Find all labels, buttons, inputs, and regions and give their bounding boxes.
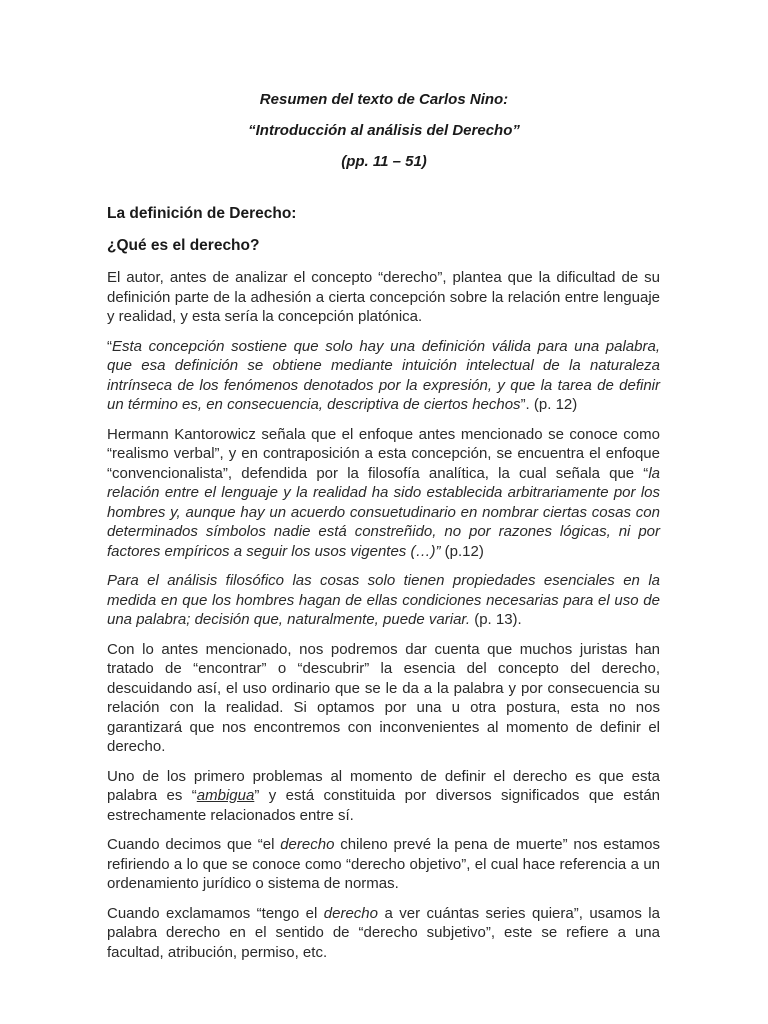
sub-heading: ¿Qué es el derecho? (107, 237, 260, 254)
text-segment: Con lo antes mencionado, nos podremos dar cuenta que muchos juristas han tratado de “encontrar” o “descubrir” la esencia del concepto del derecho, descuidando así, el uso ordinario que se le da a la palabra y por consecuencia su relación con la realidad. Si optamos por una u otra postura, esta no nos garantizará que nos encontremos con inconvenientes al momento de definir el derecho. (107, 640, 660, 755)
document-subtitle: “Introducción al análisis del Derecho” (248, 122, 520, 139)
document-page-range: (pp. 11 – 51) (341, 153, 427, 170)
paragraph (107, 835, 660, 894)
document-title: Resumen del texto de Carlos Nino: (259, 91, 509, 108)
text-segment: Cuando decimos que “el (107, 836, 281, 853)
text-segment: ”. (p. 12) (520, 396, 578, 413)
text-segment: (p.12) (440, 542, 484, 560)
italic-text-segment: la relación entre el lenguaje y la realidad ha sido establecida arbitrariamente por los hombres y, aunque hay un acuerdo consuetudinario en nombrar ciertas cosas con determinados símbolos nadie está constreñido, no por razones lógicas, ni por factores empíricos a seguir los usos vigentes (…)” (107, 464, 660, 560)
text-segment: Cuando exclamamos “tengo el (107, 904, 324, 922)
text-segment: chileno prevé la pena de muerte” nos estamos refiriendo a lo que se conoce como “derecho objetivo”, el cual hace referencia a un ordenamiento jurídico o sistema de normas. (107, 836, 661, 892)
underlined-text-segment: ambigua (196, 787, 255, 804)
text-segment: El autor, antes de analizar el concepto “derecho”, plantea que la dificultad de su definición parte de la adhesión a cierta concepción sobre la relación entre lenguaje y realidad, y esta sería la concepción platónica. (107, 269, 660, 325)
document-body (107, 204, 660, 972)
paragraph (107, 640, 660, 757)
document-title-block (0, 90, 768, 183)
section-heading: La definición de Derecho: (107, 205, 297, 222)
text-segment: ” y está constituida por diversos significados que están estrechamente relacionados entre sí. (107, 787, 661, 824)
paragraph-quote (107, 571, 660, 630)
text-segment: Hermann Kantorowicz señala que el enfoque antes mencionado se conoce como “realismo verbal”, y en contraposición a esta concepción, se encuentra el enfoque “convencionalista”, defendida por la filosofía analítica, la cual señala que “ (107, 425, 660, 482)
paragraph (107, 268, 660, 327)
italic-text-segment: derecho (280, 836, 335, 853)
paragraph-quote (107, 337, 660, 415)
text-segment: Uno de los primero problemas al momento de definir el derecho es que esta palabra es “ (107, 767, 660, 804)
text-segment: (p. 13). (470, 611, 522, 628)
paragraph (107, 904, 660, 963)
italic-text-segment: Para el análisis filosófico las cosas solo tienen propiedades esenciales en la medida en que los hombres hagan de ellas condiciones necesarias para el uso de una palabra; decisión que, naturalmente, puede variar. (107, 572, 660, 628)
paragraph (107, 425, 660, 562)
text-segment: a ver cuántas series quiera”, usamos la palabra derecho en el sentido de “derecho subjetivo”, este se refiere a una facultad, atribución, permiso, etc. (107, 904, 660, 961)
text-segment: “ (107, 337, 112, 355)
paragraph (107, 767, 660, 826)
italic-text-segment: Esta concepción sostiene que solo hay una definición válida para una palabra, que esa definición se obtiene mediante intuición intelectual de la naturaleza intrínseca de los fenómenos denotados por la expresión, y que la tarea de definir un término es, en consecuencia, descriptiva de ciertos hechos (107, 337, 660, 413)
italic-text-segment: derecho (323, 904, 378, 922)
